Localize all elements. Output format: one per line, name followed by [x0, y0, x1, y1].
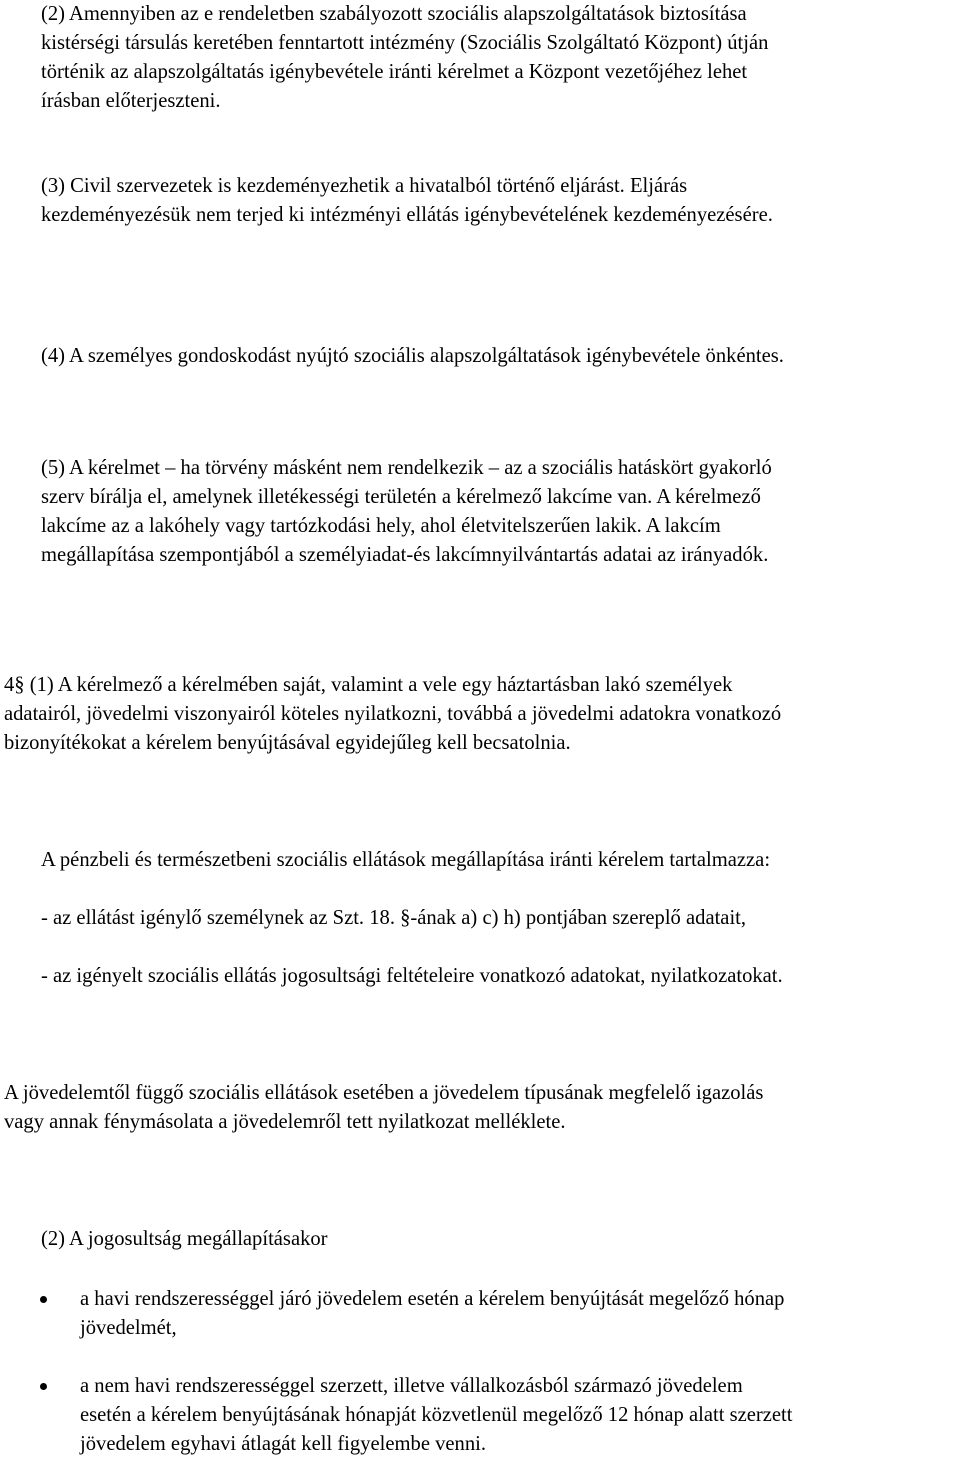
bullet-list	[40, 1285, 792, 1459]
text-line: bizonyítékokat a kérelem benyújtásával egyidejűleg kell becsatolnia.	[4, 732, 571, 754]
text-line: (3) Civil szervezetek is kezdeményezhetik a hivatalból történő eljárást. Eljárás	[41, 175, 688, 197]
paragraph-4-onkentes	[41, 342, 784, 371]
text-line: szerv bírálja el, amelynek illetékességi területén a kérelmező lakcíme van. A kérelmező	[41, 486, 761, 508]
text-line: (4) A személyes gondoskodást nyújtó szociális alapszolgáltatások igénybevétele önkéntes.	[41, 345, 784, 367]
bullet-dot-icon	[40, 1296, 47, 1303]
text-line: A jövedelemtől függő szociális ellátások esetében a jövedelem típusának megfelelő igazolás	[4, 1082, 764, 1104]
text-line: vagy annak fénymásolata a jövedelemről tett nyilatkozat melléklete.	[4, 1111, 566, 1133]
text-line: kezdeményezésük nem terjed ki intézményi ellátás igénybevételének kezdeményezésére.	[41, 204, 773, 226]
text-line: (5) A kérelmet – ha törvény másként nem rendelkezik – az a szociális hatáskört gyakorló	[41, 457, 772, 479]
section-4-paragraph-1	[4, 671, 781, 758]
text-line: - az ellátást igénylő személynek az Szt. 18. §-ának a) c) h) pontjában szereplő adatait,	[41, 907, 747, 929]
text-line: - az igényelt szociális ellátás jogosultsági feltételeire vonatkozó adatokat, nyilatkozatokat.	[41, 965, 783, 987]
text-line: kistérségi társulás keretében fenntartott intézmény (Szociális Szolgáltató Központ) útján	[41, 32, 769, 54]
text-line: írásban előterjeszteni.	[41, 90, 221, 112]
text-line: történik az alapszolgáltatás igénybevétele iránti kérelmet a Központ vezetőjéhez lehet	[41, 61, 748, 83]
text-line: A pénzbeli és természetbeni szociális ellátások megállapítása iránti kérelem tartalmazza:	[41, 849, 771, 871]
paragraph-5-kerelem	[41, 454, 772, 570]
kerelem-tartalma-heading	[41, 846, 770, 875]
bullet-item	[40, 1285, 792, 1343]
text-line: a havi rendszerességgel járó jövedelem esetén a kérelem benyújtását megelőző hónap	[80, 1288, 785, 1310]
text-line: (2) Amennyiben az e rendeletben szabályozott szociális alapszolgáltatások biztosítása	[41, 3, 747, 25]
text-line: esetén a kérelem benyújtásának hónapját közvetlenül megelőző 12 hónap alatt szerzett	[80, 1404, 793, 1426]
text-line: jövedelmét,	[80, 1317, 177, 1339]
jovedelem-igazolas-paragraph	[4, 1079, 763, 1137]
text-line: (2) A jogosultság megállapításakor	[41, 1228, 328, 1250]
dash-item-nyilatkozatok	[41, 962, 783, 991]
bullet-item	[40, 1372, 792, 1459]
paragraph-2-jogosultsag	[41, 1225, 328, 1254]
text-line: jövedelem egyhavi átlagát kell figyelembe venni.	[80, 1433, 487, 1455]
paragraph-3-civil	[41, 172, 773, 230]
text-line: adatairól, jövedelmi viszonyairól köteles nyilatkozni, továbbá a jövedelmi adatokra vonatkozó	[4, 703, 782, 725]
text-line: 4§ (1) A kérelmező a kérelmében saját, valamint a vele egy háztartásban lakó személyek	[4, 674, 733, 696]
paragraph-2-alapszolgaltatas	[41, 0, 768, 116]
bullet-dot-icon	[40, 1383, 47, 1390]
text-line: lakcíme az a lakóhely vagy tartózkodási hely, ahol életvitelszerűen lakik. A lakcím	[41, 515, 721, 537]
text-line: a nem havi rendszerességgel szerzett, illetve vállalkozásból származó jövedelem	[80, 1375, 743, 1397]
text-line: megállapítása szempontjából a személyiadat-és lakcímnyilvántartás adatai az irányadók.	[41, 544, 769, 566]
dash-item-adatok	[41, 904, 746, 933]
